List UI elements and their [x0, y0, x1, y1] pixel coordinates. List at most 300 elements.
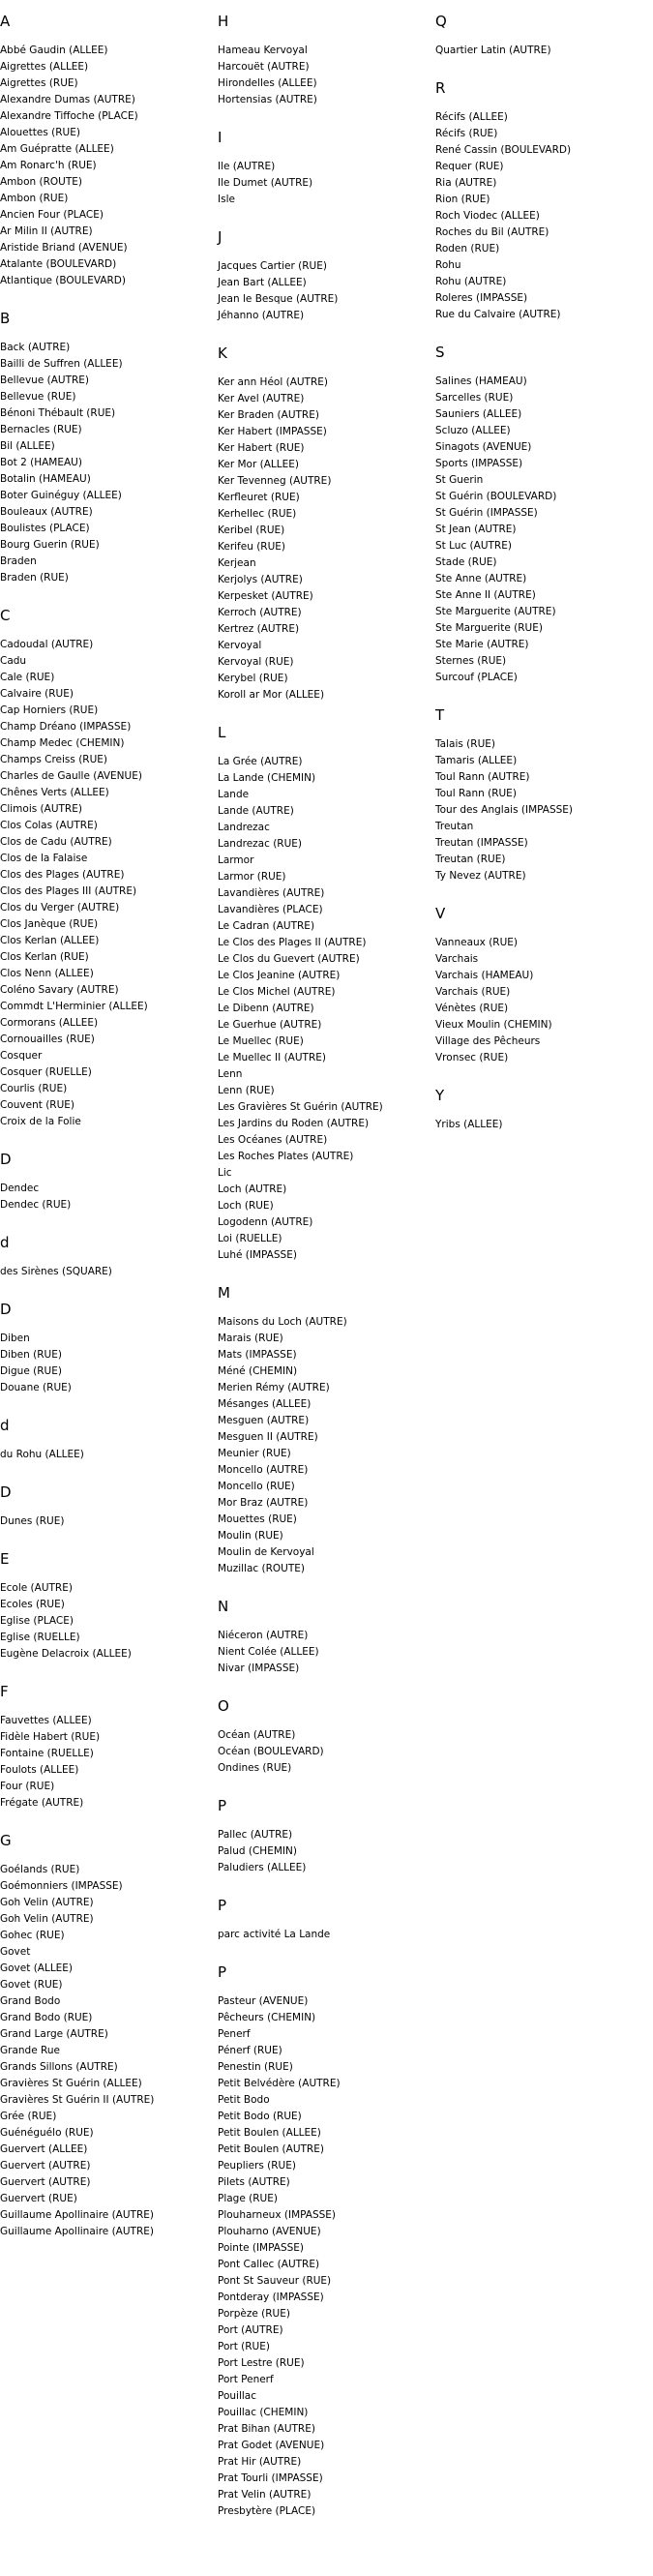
street-entry: Aigrettes (ALLEE)	[0, 61, 89, 73]
street-entry: Roden (RUE)	[435, 243, 500, 255]
index-column-2	[218, 12, 435, 2539]
street-entry: Bellevue (RUE)	[0, 391, 76, 403]
street-entry: Talais (RUE)	[435, 738, 495, 750]
street-entry: Clos des Plages III (AUTRE)	[0, 885, 137, 897]
street-entry: Le Guerhue (AUTRE)	[218, 1019, 322, 1031]
street-entry: Chênes Verts (ALLEE)	[0, 787, 109, 798]
street-entry: Guervert (AUTRE)	[0, 2176, 91, 2188]
street-entry: Vénètes (RUE)	[435, 1003, 509, 1014]
street-entry: Méné (CHEMIN)	[218, 1365, 298, 1377]
street-entry: Treutan (IMPASSE)	[435, 837, 528, 849]
street-entry: Ancien Four (PLACE)	[0, 209, 104, 221]
street-entry: Guénéguélo (RUE)	[0, 2127, 94, 2139]
street-entry: Clos des Plages (AUTRE)	[0, 869, 125, 881]
street-entry: Grand Large (AUTRE)	[0, 2028, 108, 2040]
street-entry: Govet	[0, 1946, 31, 1958]
street-entry: Petit Boulen (AUTRE)	[218, 2143, 324, 2155]
street-entry: Bil (ALLEE)	[0, 440, 55, 452]
street-list	[218, 1993, 435, 2520]
street-entry: Kerhellec (RUE)	[218, 508, 297, 520]
street-entry: Lenn	[218, 1068, 243, 1080]
street-entry: Guervert (AUTRE)	[0, 2160, 91, 2172]
street-entry: Fontaine (RUELLE)	[0, 1748, 94, 1759]
street-entry: Rohu	[435, 259, 461, 271]
street-entry: Pallec (AUTRE)	[218, 1829, 293, 1841]
street-entry: Frégate (AUTRE)	[0, 1797, 84, 1809]
letter-group	[0, 1233, 217, 1280]
street-entry: Fidèle Habert (RUE)	[0, 1731, 101, 1743]
street-entry: Alouettes (RUE)	[0, 127, 80, 138]
street-entry: Paludiers (ALLEE)	[218, 1862, 307, 1873]
section-letter-heading: D	[0, 1483, 12, 1501]
street-entry: Prat Hir (AUTRE)	[218, 2456, 302, 2468]
street-entry: Moulin de Kervoyal	[218, 1546, 314, 1558]
street-entry: Tamaris (ALLEE)	[435, 755, 518, 766]
street-list	[435, 935, 653, 1066]
section-letter-heading: N	[218, 1598, 229, 1615]
street-entry: Larmor	[218, 854, 254, 866]
street-entry: Le Clos Michel (AUTRE)	[218, 986, 336, 998]
letter-group	[218, 12, 435, 108]
street-entry: Nient Colée (ALLEE)	[218, 1646, 319, 1658]
street-entry: Moncello (RUE)	[218, 1481, 295, 1492]
section-letter-heading: P	[218, 1963, 227, 1981]
letter-group	[218, 723, 435, 1264]
street-entry: Eglise (RUELLE)	[0, 1632, 80, 1643]
street-entry: Gohec (RUE)	[0, 1930, 65, 1941]
street-entry: Bouleaux (AUTRE)	[0, 506, 93, 518]
section-letter-heading: O	[218, 1697, 229, 1715]
street-entry: Treutan	[435, 821, 474, 832]
street-entry: Goh Velin (AUTRE)	[0, 1897, 94, 1908]
street-entry: Récifs (ALLEE)	[435, 111, 508, 123]
street-entry: Bailli de Suffren (ALLEE)	[0, 358, 123, 370]
street-entry: Luhé (IMPASSE)	[218, 1249, 297, 1261]
street-entry: Prat Bihan (AUTRE)	[218, 2423, 315, 2435]
street-entry: Lenn (RUE)	[218, 1085, 275, 1096]
street-entry: Ker Habert (IMPASSE)	[218, 426, 327, 437]
letter-group	[435, 705, 653, 884]
street-entry: Récifs (RUE)	[435, 128, 498, 139]
street-entry: Le Clos du Guevert (AUTRE)	[218, 953, 360, 965]
street-entry: Kerfleuret (RUE)	[218, 492, 300, 503]
street-entry: Loch (AUTRE)	[218, 1183, 287, 1195]
street-list	[0, 1713, 217, 1812]
street-entry: Ker Braden (AUTRE)	[218, 409, 319, 421]
street-entry: Ste Marie (AUTRE)	[435, 639, 529, 650]
street-entry: Loi (RUELLE)	[218, 1233, 282, 1244]
street-entry: St Luc (AUTRE)	[435, 540, 512, 552]
street-entry: Dunes (RUE)	[0, 1515, 65, 1527]
street-entry: Guervert (RUE)	[0, 2193, 77, 2204]
street-entry: Kerjolys (AUTRE)	[218, 574, 303, 585]
street-entry: Isle	[218, 194, 235, 205]
street-list	[218, 1927, 435, 1943]
section-letter-heading: T	[435, 706, 445, 724]
street-entry: Mats (IMPASSE)	[218, 1349, 297, 1361]
street-entry: Abbé Gaudin (ALLEE)	[0, 45, 108, 56]
street-entry: Kertrez (AUTRE)	[218, 623, 300, 635]
street-entry: Pontderay (IMPASSE)	[218, 2291, 324, 2303]
street-list	[218, 258, 435, 324]
street-entry: Sinagots (AVENUE)	[435, 441, 532, 453]
street-entry: Palud (CHEMIN)	[218, 1845, 297, 1857]
street-entry: Le Muellec (RUE)	[218, 1035, 304, 1047]
street-entry: Lic	[218, 1167, 232, 1179]
street-entry: Foulots (ALLEE)	[0, 1764, 79, 1776]
section-letter-heading: V	[435, 905, 446, 922]
street-entry: Rohu (AUTRE)	[435, 276, 507, 287]
street-entry: St Guérin (IMPASSE)	[435, 507, 538, 519]
street-entry: Jéhanno (AUTRE)	[218, 310, 305, 321]
street-entry: Lavandières (PLACE)	[218, 904, 323, 915]
street-entry: Petit Boulen (ALLEE)	[218, 2127, 321, 2139]
street-entry: Gravières St Guérin (ALLEE)	[0, 2078, 142, 2089]
street-entry: Lande (AUTRE)	[218, 805, 294, 817]
street-entry: Yribs (ALLEE)	[435, 1119, 503, 1130]
section-letter-heading: Y	[435, 1087, 445, 1104]
section-letter-heading: d	[0, 1234, 10, 1251]
street-entry: Maisons du Loch (AUTRE)	[218, 1316, 347, 1328]
street-list	[0, 1580, 217, 1662]
street-entry: Bellevue (AUTRE)	[0, 374, 90, 386]
letter-group	[0, 1831, 217, 2240]
street-entry: Kerjean	[218, 557, 256, 569]
section-letter-heading: C	[0, 607, 11, 624]
street-entry: Pont St Sauveur (RUE)	[218, 2275, 332, 2287]
street-entry: Clos de Cadu (AUTRE)	[0, 836, 112, 848]
street-list	[218, 754, 435, 1264]
street-entry: Cap Horniers (RUE)	[0, 704, 99, 716]
street-entry: Boter Guinéguy (ALLEE)	[0, 490, 122, 501]
street-entry: Le Clos Jeanine (AUTRE)	[218, 970, 341, 981]
section-letter-heading: M	[218, 1284, 230, 1302]
street-entry: Harcouët (AUTRE)	[218, 61, 310, 73]
street-entry: Pilets (AUTRE)	[218, 2176, 290, 2188]
section-letter-heading: H	[218, 13, 229, 30]
street-entry: Muzillac (ROUTE)	[218, 1563, 306, 1574]
street-entry: La Lande (CHEMIN)	[218, 772, 316, 784]
section-letter-heading: B	[0, 310, 11, 327]
street-entry: Croix de la Folie	[0, 1116, 81, 1127]
street-entry: Tour des Anglais (IMPASSE)	[435, 804, 574, 816]
street-entry: Cosquer (RUELLE)	[0, 1066, 92, 1078]
street-list	[435, 736, 653, 884]
index-column-1	[0, 12, 217, 2260]
letter-group	[218, 1283, 435, 1577]
letter-group	[435, 12, 653, 59]
street-entry: Prat Godet (AVENUE)	[218, 2440, 325, 2451]
street-entry: Loch (RUE)	[218, 1200, 274, 1212]
street-entry: Atalante (BOULEVARD)	[0, 258, 117, 270]
section-letter-heading: D	[0, 1301, 12, 1318]
street-entry: Govet (ALLEE)	[0, 1962, 74, 1974]
street-list	[218, 159, 435, 208]
street-entry: Ecole (AUTRE)	[0, 1582, 73, 1594]
street-entry: Digue (RUE)	[0, 1365, 62, 1377]
street-entry: Cornouailles (RUE)	[0, 1033, 95, 1045]
street-entry: Alexandre Tiffoche (PLACE)	[0, 110, 138, 122]
street-entry: Ker Tevenneg (AUTRE)	[218, 475, 332, 487]
street-entry: Varchais (HAMEAU)	[435, 970, 534, 981]
street-entry: Prat Tourli (IMPASSE)	[218, 2472, 323, 2484]
street-list	[0, 1447, 217, 1463]
street-entry: Requer (RUE)	[435, 161, 504, 172]
letter-group	[218, 1962, 435, 2520]
street-list	[218, 1314, 435, 1577]
street-list	[218, 43, 435, 108]
street-entry: Scluzo (ALLEE)	[435, 425, 511, 436]
street-entry: Ty Nevez (AUTRE)	[435, 870, 526, 882]
letter-group	[0, 1300, 217, 1396]
street-entry: Roleres (IMPASSE)	[435, 292, 528, 304]
section-letter-heading: K	[218, 344, 227, 362]
street-entry: du Rohu (ALLEE)	[0, 1449, 84, 1460]
street-list	[218, 1827, 435, 1876]
street-entry: Hameau Kervoyal	[218, 45, 308, 56]
street-entry: Diben	[0, 1333, 30, 1344]
street-entry: Salines (HAMEAU)	[435, 375, 527, 387]
street-entry: Dendec	[0, 1183, 40, 1194]
street-entry: Le Dibenn (AUTRE)	[218, 1003, 314, 1014]
street-entry: Lande	[218, 789, 250, 800]
section-letter-heading: S	[435, 344, 445, 361]
letter-group	[218, 128, 435, 208]
street-entry: Champ Medec (CHEMIN)	[0, 737, 125, 749]
street-entry: Alexandre Dumas (AUTRE)	[0, 94, 135, 105]
street-entry: Vronsec (RUE)	[435, 1052, 509, 1063]
letter-group	[218, 344, 435, 704]
street-entry: Surcouf (PLACE)	[435, 672, 518, 683]
street-entry: Calvaire (RUE)	[0, 688, 74, 700]
section-letter-heading: A	[0, 13, 11, 30]
section-letter-heading: E	[0, 1550, 10, 1568]
street-entry: Ambon (ROUTE)	[0, 176, 82, 188]
street-entry: Guervert (ALLEE)	[0, 2143, 88, 2155]
street-entry: Aigrettes (RUE)	[0, 77, 78, 89]
street-entry: Océan (BOULEVARD)	[218, 1746, 324, 1757]
letter-group	[435, 904, 653, 1066]
letter-group	[218, 1696, 435, 1777]
letter-group	[218, 227, 435, 324]
section-letter-heading: F	[0, 1683, 9, 1700]
street-entry: Larmor (RUE)	[218, 871, 286, 883]
street-entry: Quartier Latin (AUTRE)	[435, 45, 551, 56]
street-entry: Jean le Besque (AUTRE)	[218, 293, 339, 305]
street-entry: Ria (AUTRE)	[435, 177, 497, 189]
street-entry: Mouettes (RUE)	[218, 1513, 297, 1525]
street-entry: Landrezac	[218, 822, 270, 833]
street-entry: Diben (RUE)	[0, 1349, 62, 1361]
street-entry: Clos Kerlan (ALLEE)	[0, 935, 100, 946]
street-entry: Climois (AUTRE)	[0, 803, 82, 815]
letter-group	[0, 1483, 217, 1530]
street-entry: Le Cadran (AUTRE)	[218, 920, 315, 932]
street-entry: Varchais	[435, 953, 479, 965]
street-entry: Pouillac (CHEMIN)	[218, 2407, 309, 2418]
street-entry: Presbytère (PLACE)	[218, 2505, 316, 2517]
street-entry: Am Guépratte (ALLEE)	[0, 143, 114, 155]
street-entry: Le Clos des Plages II (AUTRE)	[218, 937, 367, 948]
letter-group	[0, 1682, 217, 1812]
street-entry: Penerf	[218, 2028, 251, 2040]
section-letter-heading: J	[218, 228, 223, 246]
street-entry: Champs Creiss (RUE)	[0, 754, 108, 765]
letter-group	[0, 1150, 217, 1213]
street-entry: Logodenn (AUTRE)	[218, 1216, 313, 1228]
letter-group	[435, 343, 653, 686]
street-entry: Hirondelles (ALLEE)	[218, 77, 317, 89]
street-entry: Ker Avel (AUTRE)	[218, 393, 305, 404]
street-entry: Koroll ar Mor (ALLEE)	[218, 689, 325, 701]
street-entry: Les Océanes (AUTRE)	[218, 1134, 328, 1146]
street-entry: Petit Belvédère (AUTRE)	[218, 2078, 341, 2089]
letter-group	[0, 309, 217, 586]
street-list	[435, 1117, 653, 1133]
street-entry: Toul Rann (AUTRE)	[435, 771, 530, 783]
street-entry: Kerpesket (AUTRE)	[218, 590, 313, 602]
street-entry: Pêcheurs (CHEMIN)	[218, 2012, 316, 2023]
street-entry: Sauniers (ALLEE)	[435, 408, 522, 420]
street-entry: Ste Marguerite (AUTRE)	[435, 606, 556, 617]
street-entry: des Sirènes (SQUARE)	[0, 1266, 112, 1277]
street-list	[218, 1628, 435, 1677]
street-entry: Port (RUE)	[218, 2341, 270, 2352]
street-entry: Couvent (RUE)	[0, 1099, 75, 1111]
street-entry: Mesguen II (AUTRE)	[218, 1431, 318, 1443]
street-entry: Douane (RUE)	[0, 1382, 72, 1393]
street-entry: Clos Nenn (ALLEE)	[0, 968, 94, 979]
street-entry: Gravières St Guérin II (AUTRE)	[0, 2094, 155, 2106]
street-entry: Rue du Calvaire (AUTRE)	[435, 309, 561, 320]
street-list	[0, 1331, 217, 1396]
street-entry: St Jean (AUTRE)	[435, 524, 517, 535]
street-entry: Mésanges (ALLEE)	[218, 1398, 312, 1410]
street-list	[435, 109, 653, 323]
street-entry: Landrezac (RUE)	[218, 838, 303, 850]
street-entry: Sports (IMPASSE)	[435, 458, 523, 469]
street-entry: Petit Bodo (RUE)	[218, 2111, 302, 2122]
street-entry: Guillaume Apollinaire (AUTRE)	[0, 2226, 154, 2237]
street-entry: Porpèze (RUE)	[218, 2308, 290, 2320]
street-entry: Eglise (PLACE)	[0, 1615, 74, 1627]
street-entry: Port Lestre (RUE)	[218, 2357, 305, 2369]
street-entry: Ar Milin II (AUTRE)	[0, 225, 93, 237]
street-entry: Treutan (RUE)	[435, 854, 506, 865]
street-entry: Ondines (RUE)	[218, 1762, 292, 1774]
street-entry: Plouharneux (IMPASSE)	[218, 2209, 337, 2221]
street-entry: Mesguen (AUTRE)	[218, 1415, 310, 1426]
street-entry: Ker Mor (ALLEE)	[218, 459, 299, 470]
street-entry: Pasteur (AVENUE)	[218, 1995, 309, 2007]
street-entry: Moncello (AUTRE)	[218, 1464, 309, 1476]
street-entry: Eugène Delacroix (ALLEE)	[0, 1648, 132, 1660]
street-entry: Braden	[0, 555, 37, 567]
street-entry: Boulistes (PLACE)	[0, 523, 90, 534]
street-entry: Charles de Gaulle (AVENUE)	[0, 770, 142, 782]
street-entry: Niéceron (AUTRE)	[218, 1630, 309, 1641]
street-entry: Lavandières (AUTRE)	[218, 887, 325, 899]
street-entry: Courlis (RUE)	[0, 1083, 68, 1094]
street-entry: Grande Rue	[0, 2045, 60, 2056]
street-entry: Port (AUTRE)	[218, 2324, 283, 2336]
street-entry: Pont Callec (AUTRE)	[218, 2259, 320, 2270]
street-entry: Plouharno (AVENUE)	[218, 2226, 321, 2237]
street-entry: Roch Viodec (ALLEE)	[435, 210, 540, 222]
section-letter-heading: d	[0, 1417, 10, 1434]
street-list	[0, 340, 217, 586]
section-letter-heading: P	[218, 1797, 227, 1814]
street-entry: Braden (RUE)	[0, 572, 69, 584]
street-entry: Keribel (RUE)	[218, 524, 285, 536]
street-entry: Champ Dréano (IMPASSE)	[0, 721, 132, 733]
street-entry: Goh Velin (AUTRE)	[0, 1913, 94, 1925]
street-entry: Roches du Bil (AUTRE)	[435, 226, 549, 238]
street-entry: Village des Pêcheurs	[435, 1035, 541, 1047]
section-letter-heading: D	[0, 1151, 12, 1168]
street-entry: Clos du Verger (AUTRE)	[0, 902, 120, 914]
letter-group	[435, 1086, 653, 1133]
street-entry: Bot 2 (HAMEAU)	[0, 457, 82, 468]
street-entry: Ile Dumet (AUTRE)	[218, 177, 313, 189]
street-entry: Grand Bodo (RUE)	[0, 2012, 93, 2023]
street-entry: Mor Braz (AUTRE)	[218, 1497, 309, 1509]
street-entry: Moulin (RUE)	[218, 1530, 283, 1542]
street-entry: Merien Rémy (AUTRE)	[218, 1382, 330, 1393]
street-list	[218, 374, 435, 704]
letter-group	[0, 606, 217, 1130]
street-list	[0, 1862, 217, 2240]
street-entry: Clos Janèque (RUE)	[0, 918, 99, 930]
street-entry: Sternes (RUE)	[435, 655, 507, 667]
street-entry: Fauvettes (ALLEE)	[0, 1715, 92, 1726]
street-entry: Plage (RUE)	[218, 2193, 278, 2204]
street-entry: Kervoyal	[218, 640, 262, 651]
street-entry: Peupliers (RUE)	[218, 2160, 296, 2172]
street-entry: Marais (RUE)	[218, 1333, 283, 1344]
street-entry: Ker ann Héol (AUTRE)	[218, 376, 328, 388]
street-entry: Cale (RUE)	[0, 672, 55, 683]
street-entry: Ste Marguerite (RUE)	[435, 622, 543, 634]
street-entry: Aristide Briand (AVENUE)	[0, 242, 128, 254]
section-letter-heading: I	[218, 129, 223, 146]
street-entry: Sarcelles (RUE)	[435, 392, 514, 404]
section-letter-heading: G	[0, 1832, 12, 1849]
street-entry: Bénoni Thébault (RUE)	[0, 407, 116, 419]
street-entry: Cormorans (ALLEE)	[0, 1017, 99, 1029]
street-entry: Les Roches Plates (AUTRE)	[218, 1151, 354, 1162]
street-entry: Ker Habert (RUE)	[218, 442, 305, 454]
street-entry: Grand Bodo	[0, 1995, 61, 2007]
index-column-3	[435, 12, 653, 1153]
street-entry: Dendec (RUE)	[0, 1199, 72, 1211]
street-entry: Goémonniers (IMPASSE)	[0, 1880, 123, 1892]
section-letter-heading: Q	[435, 13, 447, 30]
street-entry: Am Ronarc'h (RUE)	[0, 160, 97, 171]
street-entry: Toul Rann (RUE)	[435, 788, 517, 799]
street-entry: Pénerf (RUE)	[218, 2045, 282, 2056]
street-entry: Grée (RUE)	[0, 2111, 57, 2122]
street-list	[0, 43, 217, 289]
letter-group	[218, 1896, 435, 1943]
letter-group	[435, 78, 653, 323]
street-entry: Meunier (RUE)	[218, 1448, 291, 1459]
street-entry: Kervoyal (RUE)	[218, 656, 294, 668]
street-entry: Ste Anne (AUTRE)	[435, 573, 527, 584]
street-list	[435, 374, 653, 686]
street-entry: Pointe (IMPASSE)	[218, 2242, 305, 2254]
street-entry: Bourg Guerin (RUE)	[0, 539, 100, 551]
